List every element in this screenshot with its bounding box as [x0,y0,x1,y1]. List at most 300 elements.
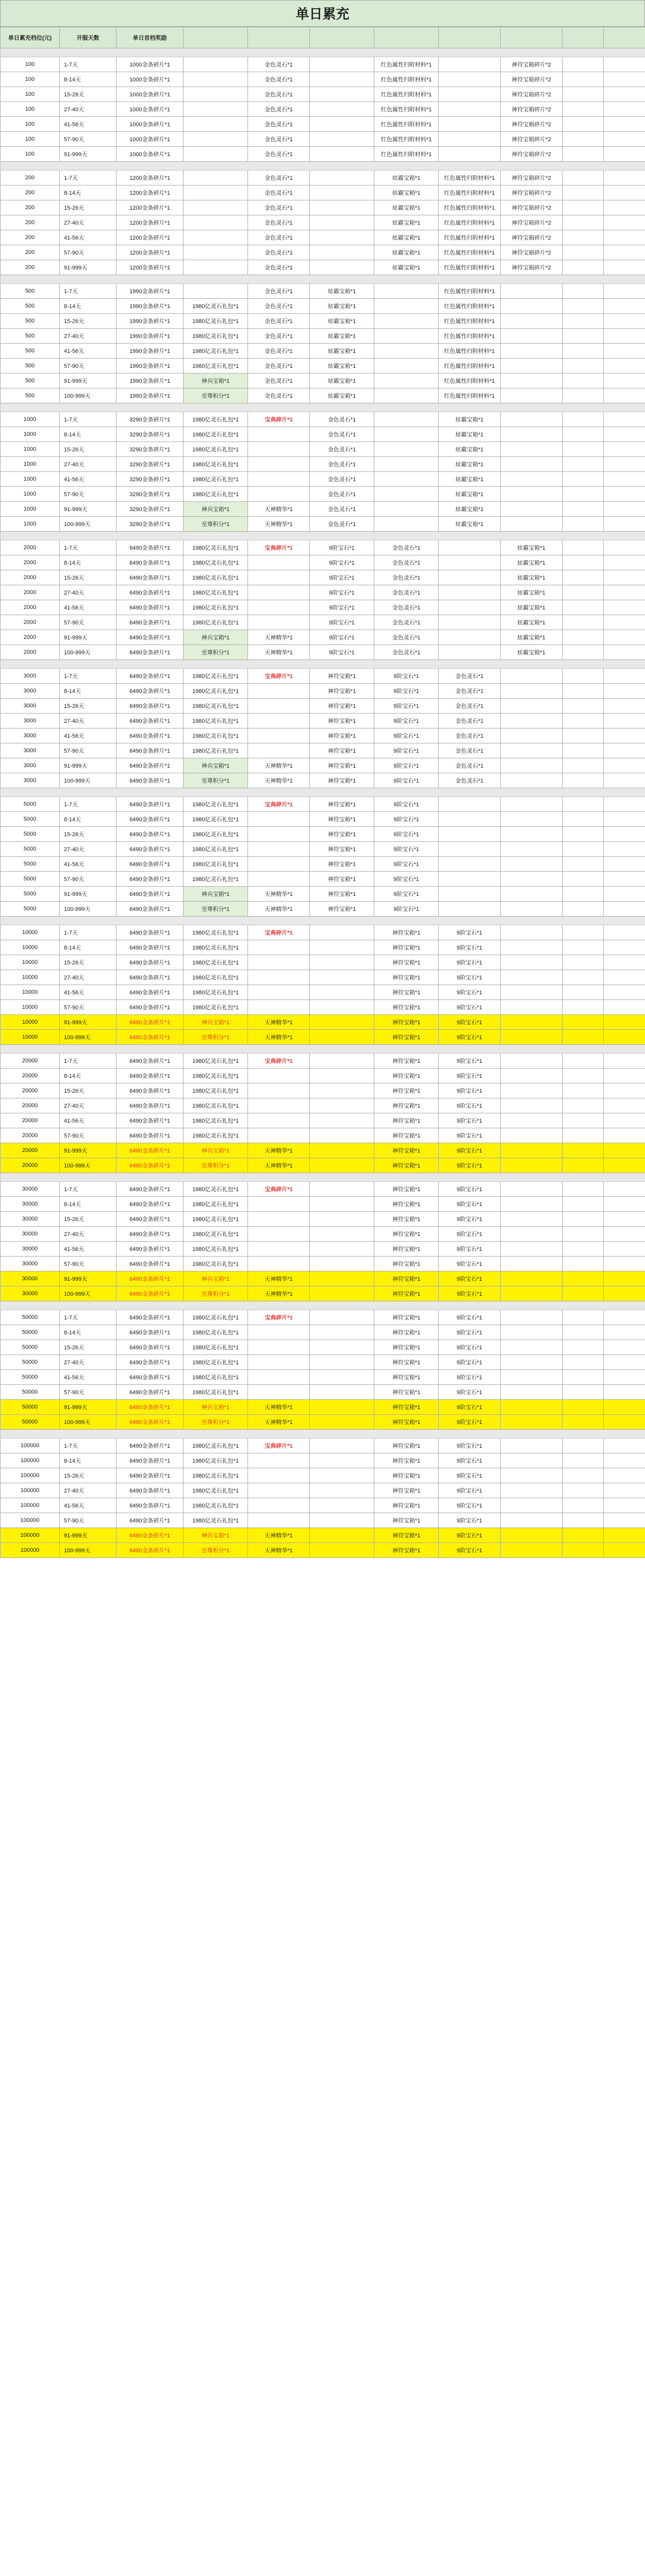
table-cell: 41-56天 [60,1498,117,1513]
table-cell [439,902,501,917]
table-cell: 57-90天 [60,359,117,374]
table-cell [501,1325,563,1340]
table-cell [563,1113,604,1128]
table-cell [310,970,374,985]
table-cell [563,1453,604,1468]
table-cell [310,1158,374,1173]
table-cell: 5000 [1,797,60,812]
table-cell [563,758,604,773]
table-cell [501,1212,563,1227]
table-cell [248,1083,310,1098]
table-cell [501,955,563,970]
table-cell: 1990金条碎片*1 [117,284,184,299]
table-cell: 1-7天 [60,284,117,299]
table-cell: 天神精华*1 [248,1158,310,1173]
table-cell: 6490金条碎片*1 [117,1069,184,1083]
table-cell: 金色灵石*1 [248,299,310,314]
table-cell: 红色属性归附材料*1 [439,260,501,275]
table-cell [563,1182,604,1197]
table-cell: 9阶宝石*1 [439,1400,501,1415]
table-cell: 炫霸宝箱*1 [310,388,374,403]
table-cell: 1990金条碎片*1 [117,359,184,374]
table-row [1,72,645,87]
table-cell [248,827,310,842]
table-cell: 金色灵石*1 [248,147,310,162]
table-cell [501,284,563,299]
table-cell: 神符宝箱*1 [374,1015,439,1030]
table-cell: 6490金条碎片*1 [117,1385,184,1400]
table-cell: 天神精华*1 [248,517,310,532]
table-row [1,1498,645,1513]
table-cell [184,245,248,260]
table-cell [563,200,604,215]
table-cell [604,1272,645,1286]
table-row [1,1197,645,1212]
table-cell: 20000 [1,1054,60,1069]
table-cell [184,132,248,147]
table-cell: 神符宝箱*1 [310,743,374,758]
table-cell: 神符宝箱碎片*2 [501,132,563,147]
table-cell [248,555,310,570]
table-cell [604,245,645,260]
group-separator [1,660,645,669]
table-cell [604,359,645,374]
table-cell [501,502,563,517]
table-cell [248,1453,310,1468]
table-row [1,827,645,842]
table-cell [563,388,604,403]
table-cell: 神符宝箱*1 [374,970,439,985]
table-cell: 1000 [1,472,60,487]
table-cell: 9阶宝石*1 [374,887,439,902]
table-cell: 6490金条碎片*1 [117,773,184,788]
table-cell: 2000 [1,600,60,615]
table-cell: 2000 [1,570,60,585]
table-row [1,215,645,230]
table-cell: 炫霸宝箱*1 [310,359,374,374]
table-row [1,1453,645,1468]
table-cell: 6490金条碎片*1 [117,1400,184,1415]
table-cell [604,600,645,615]
table-cell [439,57,501,72]
table-cell: 1980亿灵石礼包*1 [184,1128,248,1143]
table-row [1,1098,645,1113]
table-cell: 1980亿灵石礼包*1 [184,827,248,842]
table-cell: 炫霸宝箱*1 [310,284,374,299]
table-cell [501,1543,563,1558]
table-row [1,1370,645,1385]
table-row [1,940,645,955]
table-cell: 神符宝箱*1 [374,1468,439,1483]
table-cell: 3000 [1,714,60,728]
table-cell [184,87,248,102]
table-cell: 神符宝箱*1 [310,773,374,788]
table-cell: 50000 [1,1325,60,1340]
table-cell: 100-999天 [60,1030,117,1045]
table-cell [604,645,645,660]
table-cell [501,857,563,872]
table-cell [563,827,604,842]
table-cell: 宝典碎片*1 [248,797,310,812]
table-cell [563,1098,604,1113]
table-cell: 神符宝箱碎片*2 [501,230,563,245]
table-cell: 天神精华*1 [248,1015,310,1030]
table-cell [563,955,604,970]
table-cell: 金色灵石*1 [248,117,310,132]
table-cell: 1980亿灵石礼包*1 [184,412,248,427]
table-cell [501,669,563,684]
table-cell [310,230,374,245]
table-row [1,1310,645,1325]
table-cell: 8-14天 [60,684,117,699]
table-cell [374,517,439,532]
table-cell: 6490金条碎片*1 [117,1483,184,1498]
table-cell [310,1513,374,1528]
table-cell: 5000 [1,827,60,842]
table-cell [563,1242,604,1257]
table-cell [604,117,645,132]
table-cell: 金色灵石*1 [439,773,501,788]
table-cell: 6490金条碎片*1 [117,812,184,827]
table-row [1,314,645,329]
header-row [1,27,645,48]
table-cell: 神兵宝箱*1 [184,758,248,773]
table-cell: 3000 [1,728,60,743]
table-cell: 6490金条碎片*1 [117,1128,184,1143]
group-separator [1,917,645,925]
table-cell: 神符宝箱碎片*2 [501,171,563,185]
table-cell: 5000 [1,887,60,902]
table-row [1,472,645,487]
table-cell: 炫霸宝箱*1 [439,487,501,502]
table-cell [248,1385,310,1400]
table-cell: 8-14天 [60,812,117,827]
table-cell: 8-14天 [60,72,117,87]
table-row [1,797,645,812]
table-cell: 2000 [1,540,60,555]
table-cell: 1200金条碎片*1 [117,260,184,275]
table-cell: 6490金条碎片*1 [117,887,184,902]
table-cell: 神符宝箱*1 [374,955,439,970]
table-cell [563,728,604,743]
table-cell [604,1128,645,1143]
column-header [184,27,248,48]
table-cell [501,1015,563,1030]
table-cell [248,1098,310,1113]
table-row [1,200,645,215]
table-cell: 金色灵石*1 [248,284,310,299]
table-cell [563,1054,604,1069]
table-cell: 金色灵石*1 [310,517,374,532]
table-cell: 9阶宝石*1 [374,872,439,887]
table-cell [604,185,645,200]
table-cell: 1980亿灵石礼包*1 [184,1098,248,1113]
table-cell: 9阶宝石*1 [374,842,439,857]
table-cell: 神符宝箱*1 [374,1069,439,1083]
table-cell: 金色灵石*1 [374,570,439,585]
table-cell: 红色属性归附材料*1 [439,245,501,260]
table-cell: 金色灵石*1 [439,758,501,773]
table-cell: 金色灵石*1 [248,388,310,403]
table-cell: 20000 [1,1113,60,1128]
table-cell: 神符宝箱*1 [310,842,374,857]
table-cell [310,985,374,1000]
table-cell: 天神精华*1 [248,902,310,917]
table-cell: 6490金条碎片*1 [117,1543,184,1558]
table-cell: 41-56天 [60,857,117,872]
group-separator [1,1045,645,1054]
table-row [1,132,645,147]
table-cell: 9阶宝石*1 [374,773,439,788]
table-cell [563,472,604,487]
table-cell: 宝典碎片*1 [248,1310,310,1325]
table-cell: 金色灵石*1 [374,645,439,660]
table-row [1,570,645,585]
table-cell [310,1286,374,1301]
table-cell: 宝典碎片*1 [248,1182,310,1197]
table-cell [310,245,374,260]
table-cell: 天神精华*1 [248,773,310,788]
table-cell: 8-14天 [60,555,117,570]
table-cell: 200 [1,260,60,275]
table-cell [310,1030,374,1045]
table-cell: 金色灵石*1 [248,329,310,344]
table-cell: 神符宝箱*1 [374,1242,439,1257]
table-cell: 1-7天 [60,412,117,427]
table-cell: 9阶宝石*1 [374,857,439,872]
table-row [1,1030,645,1045]
table-cell: 至尊积分*1 [184,517,248,532]
table-cell: 1-7天 [60,540,117,555]
table-row [1,714,645,728]
table-cell: 至尊积分*1 [184,645,248,660]
table-cell: 红色属性归附材料*1 [439,314,501,329]
table-cell: 1980亿灵石礼包*1 [184,1242,248,1257]
table-cell: 1980亿灵石礼包*1 [184,955,248,970]
table-cell: 91-999天 [60,1400,117,1415]
table-cell [310,1325,374,1340]
separator-cell [1,275,645,284]
table-cell [563,630,604,645]
table-cell [374,359,439,374]
group-separator [1,162,645,171]
table-cell: 1980亿灵石礼包*1 [184,1182,248,1197]
table-cell: 神符宝箱*1 [374,1212,439,1227]
table-cell: 27-40天 [60,1355,117,1370]
table-cell [310,215,374,230]
table-cell: 10000 [1,1015,60,1030]
table-cell: 1980亿灵石礼包*1 [184,1513,248,1528]
table-cell [248,1257,310,1272]
table-cell: 1980亿灵石礼包*1 [184,970,248,985]
table-cell [248,600,310,615]
table-cell: 金色灵石*1 [374,615,439,630]
table-cell [604,1438,645,1453]
table-cell: 神符宝箱*1 [374,1158,439,1173]
table-cell: 6490金条碎片*1 [117,857,184,872]
table-cell [604,1257,645,1272]
table-cell [310,260,374,275]
table-cell: 神兵宝箱*1 [184,887,248,902]
table-cell: 红色属性归附材料*1 [439,200,501,215]
table-cell: 6490金条碎片*1 [117,925,184,940]
table-cell: 6490金条碎片*1 [117,1325,184,1340]
table-cell: 红色属性归附材料*1 [439,344,501,359]
table-row [1,1385,645,1400]
table-cell: 100000 [1,1438,60,1453]
table-cell: 9阶宝石*1 [310,615,374,630]
table-cell [248,743,310,758]
table-cell: 100 [1,102,60,117]
table-cell: 炫霸宝箱*1 [501,540,563,555]
table-cell: 27-40天 [60,585,117,600]
table-cell [439,630,501,645]
table-cell [604,1513,645,1528]
table-cell [604,374,645,388]
table-cell [248,1468,310,1483]
table-cell: 神符宝箱*1 [374,1083,439,1098]
table-cell: 9阶宝石*1 [439,1069,501,1083]
table-cell: 天神精华*1 [248,1400,310,1415]
group-separator [1,403,645,412]
table-cell [248,872,310,887]
table-cell: 9阶宝石*1 [439,925,501,940]
table-cell: 1-7天 [60,797,117,812]
table-cell [501,329,563,344]
table-cell [248,1370,310,1385]
table-cell: 100 [1,117,60,132]
table-cell: 金色灵石*1 [374,540,439,555]
table-cell: 神兵宝箱*1 [184,1015,248,1030]
table-cell: 炫霸宝箱*1 [374,215,439,230]
table-cell: 6490金条碎片*1 [117,1197,184,1212]
table-cell [501,1370,563,1385]
table-cell [563,1325,604,1340]
table-cell [310,132,374,147]
table-cell: 9阶宝石*1 [374,699,439,714]
column-header: 开服天数 [60,27,117,48]
table-cell: 金色灵石*1 [310,487,374,502]
table-row [1,585,645,600]
table-cell: 30000 [1,1182,60,1197]
table-cell [184,102,248,117]
table-row [1,699,645,714]
table-cell [563,925,604,940]
table-cell [604,955,645,970]
table-cell [563,1310,604,1325]
table-cell: 宝典碎片*1 [248,412,310,427]
table-cell: 9阶宝石*1 [439,1182,501,1197]
table-cell: 神符宝箱*1 [374,940,439,955]
table-row [1,185,645,200]
table-row [1,57,645,72]
table-cell: 1980亿灵石礼包*1 [184,427,248,442]
table-cell: 天神精华*1 [248,1272,310,1286]
table-cell: 100 [1,72,60,87]
table-cell [604,230,645,245]
table-cell: 神兵宝箱*1 [184,502,248,517]
table-cell [248,487,310,502]
table-cell: 9阶宝石*1 [439,1143,501,1158]
table-cell: 至尊积分*1 [184,1415,248,1430]
table-cell [604,132,645,147]
table-cell [374,427,439,442]
table-cell: 红色属性归附材料*1 [374,147,439,162]
table-cell: 100000 [1,1453,60,1468]
table-cell: 3290金条碎片*1 [117,442,184,457]
table-cell: 神符宝箱*1 [374,1415,439,1430]
table-cell [374,329,439,344]
table-cell [310,1083,374,1098]
column-header [374,27,439,48]
table-cell [604,1197,645,1212]
table-row [1,1128,645,1143]
table-cell [604,344,645,359]
table-cell [563,284,604,299]
table-cell [248,684,310,699]
table-cell: 神兵宝箱*1 [184,1143,248,1158]
table-cell: 1980亿灵石礼包*1 [184,1325,248,1340]
table-cell [604,1242,645,1257]
table-cell: 1980亿灵石礼包*1 [184,1453,248,1468]
table-cell: 3290金条碎片*1 [117,517,184,532]
table-row [1,630,645,645]
table-cell: 3000 [1,699,60,714]
table-cell [248,442,310,457]
table-cell [310,1128,374,1143]
table-row [1,1355,645,1370]
table-cell [604,615,645,630]
table-cell: 57-90天 [60,872,117,887]
table-cell [184,185,248,200]
table-row [1,773,645,788]
table-cell [604,842,645,857]
table-row [1,412,645,427]
table-cell: 金色灵石*1 [248,260,310,275]
table-row [1,1286,645,1301]
table-cell: 41-56天 [60,1370,117,1385]
table-cell [501,1415,563,1430]
table-cell [604,1415,645,1430]
table-cell [563,872,604,887]
table-cell: 1980亿灵石礼包*1 [184,1257,248,1272]
table-cell: 红色属性归附材料*1 [439,359,501,374]
table-cell [563,359,604,374]
table-cell [501,758,563,773]
table-cell [501,743,563,758]
table-cell: 200 [1,230,60,245]
table-cell: 9阶宝石*1 [439,1242,501,1257]
table-cell [563,555,604,570]
table-cell: 金色灵石*1 [439,714,501,728]
table-cell [563,1498,604,1513]
table-cell [563,812,604,827]
table-cell [604,1083,645,1098]
table-row [1,87,645,102]
table-cell: 神符宝箱*1 [374,1370,439,1385]
table-cell: 金色灵石*1 [248,344,310,359]
table-cell: 41-56天 [60,600,117,615]
table-cell: 15-26天 [60,200,117,215]
table-cell [563,1158,604,1173]
table-cell [563,457,604,472]
table-cell: 27-40天 [60,1227,117,1242]
table-cell [563,147,604,162]
table-cell [604,669,645,684]
table-cell: 炫霸宝箱*1 [374,260,439,275]
table-row [1,1483,645,1498]
table-cell: 1-7天 [60,925,117,940]
